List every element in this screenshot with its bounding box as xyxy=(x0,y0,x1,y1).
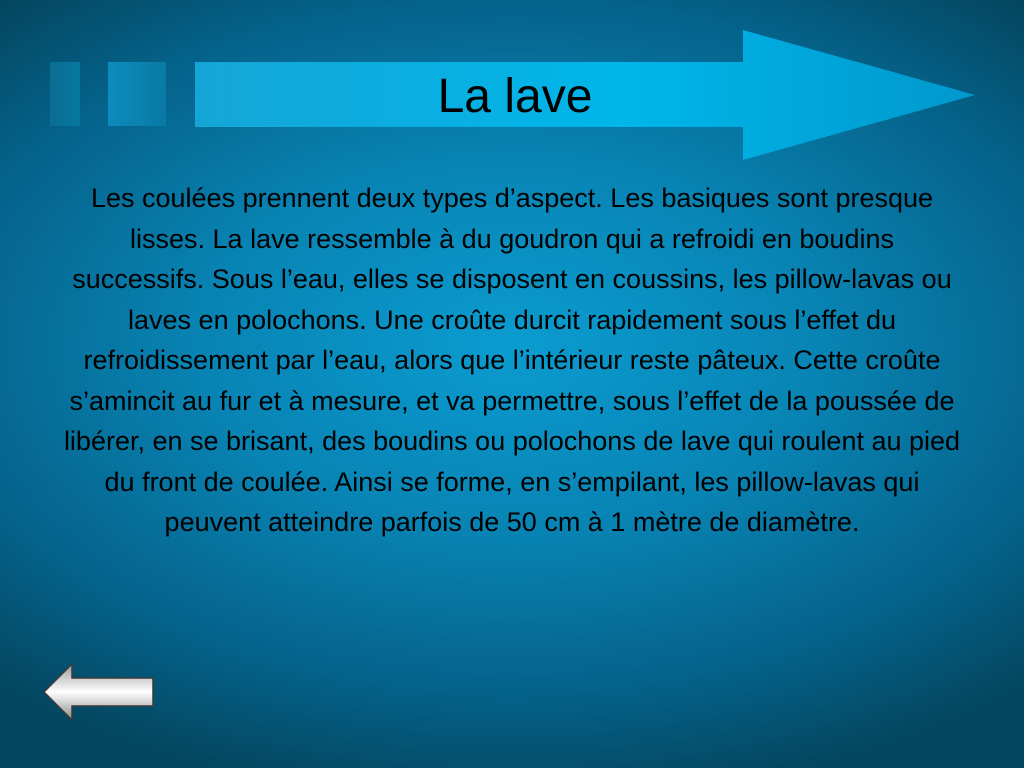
decorative-bar-1 xyxy=(50,62,80,126)
left-arrow-icon xyxy=(44,664,153,720)
decorative-bar-2 xyxy=(108,62,166,126)
back-arrow-button[interactable] xyxy=(42,662,156,722)
slide-body-text: Les coulées prennent deux types d’aspect. Les basiques sont presque lisses. La lave ressemble à du goudron qui a refroidi en boudins successifs. Sous l’eau, elles se disposent en coussins, les pillow-lavas ou laves en polochons. Une croûte durcit rapidement sous l’effet du refroidissement par l’eau, alors que l’intérieur reste pâteux. Cette croûte s’amincit au fur et à mesure, et va permettre, sous l’effet de la poussée de libérer, en se brisant, des boudins ou polochons de lave qui roulent au pied du front de coulée. Ainsi se forme, en s’empilant, les pillow-lavas qui peuvent atteindre parfois de 50 cm à 1 mètre de diamètre. xyxy=(63,183,961,537)
slide-title: La lave xyxy=(437,70,593,123)
